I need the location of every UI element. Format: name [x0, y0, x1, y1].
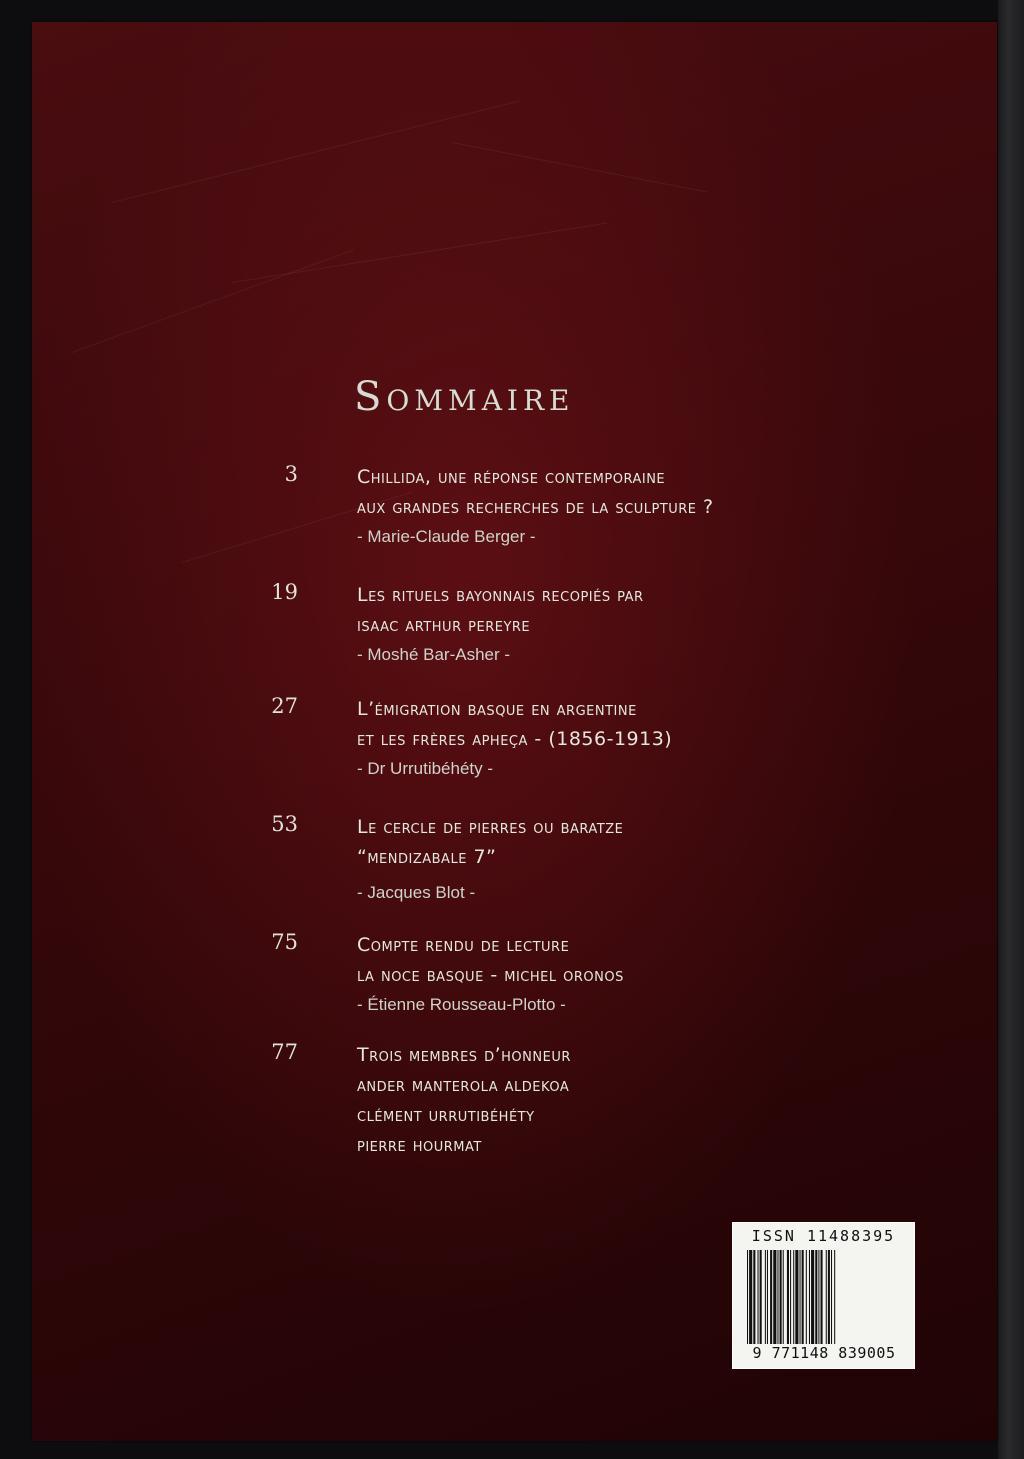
toc-headline: isaac arthur pereyre — [357, 614, 531, 636]
toc-headline: pierre hourmat — [357, 1134, 482, 1156]
barcode-bar — [793, 1250, 794, 1345]
toc-author: - Moshé Bar-Asher - — [357, 645, 511, 664]
barcode-bar — [811, 1250, 814, 1345]
toc-author: - Étienne Rousseau-Plotto - — [357, 995, 566, 1014]
barcode-bar — [834, 1250, 835, 1345]
barcode-bar — [753, 1250, 755, 1345]
toc-headline: Le cercle de pierres ou baratze — [357, 816, 624, 838]
barcode-bar — [831, 1250, 832, 1345]
barcode-bar — [767, 1250, 768, 1345]
barcode-bar — [790, 1250, 791, 1345]
barcode-bar — [828, 1250, 830, 1345]
toc-headline: et les frères apheça - (1856-1913) — [357, 728, 673, 750]
scan-edge-strip — [998, 0, 1024, 1459]
toc-headline: clément urrutibéhéty — [357, 1104, 535, 1126]
toc-page-number: 19 — [271, 580, 298, 604]
toc-author: - Dr Urrutibéhéty - — [357, 759, 494, 778]
ean-number: 9 771148 839005 — [735, 1344, 913, 1362]
barcode-bar — [809, 1250, 810, 1345]
barcode-bar — [787, 1250, 789, 1345]
toc-page-number: 27 — [271, 694, 298, 718]
barcode-bar — [806, 1250, 807, 1345]
barcode-bar — [826, 1250, 827, 1345]
toc-headline: ander manterola aldekoa — [357, 1074, 570, 1096]
barcode-bar — [795, 1250, 798, 1345]
toc-author: - Jacques Blot - — [357, 883, 476, 902]
barcode-bar — [765, 1250, 766, 1345]
barcode-bar — [770, 1250, 772, 1345]
toc-headline: Chillida, une réponse contemporaine — [357, 466, 666, 488]
toc-headline: Les rituels bayonnais recopiés par — [357, 584, 644, 606]
toc-page-number: 3 — [284, 462, 298, 486]
toc-author: - Marie-Claude Berger - — [357, 527, 536, 546]
barcode-bar — [773, 1250, 776, 1345]
back-cover — [32, 22, 997, 1441]
toc-headline: Compte rendu de lecture — [357, 934, 570, 956]
sommaire-title: Sommaire — [354, 374, 575, 420]
barcode-bar — [802, 1250, 804, 1345]
barcode-bar — [800, 1250, 801, 1345]
toc-headline: Trois membres d’honneur — [357, 1044, 571, 1066]
toc-page-number: 75 — [271, 930, 298, 954]
toc-page-number: 53 — [271, 812, 298, 836]
toc-headline: aux grandes recherches de la sculpture ? — [357, 496, 714, 518]
barcode-bar — [760, 1250, 762, 1345]
barcode-bar — [749, 1250, 752, 1345]
barcode-bar — [747, 1250, 748, 1345]
barcode-bar — [783, 1250, 784, 1345]
toc-headline: L’émigration basque en argentine — [357, 698, 637, 720]
barcode-bar — [780, 1250, 782, 1345]
toc-headline: la noce basque - michel oronos — [357, 964, 624, 986]
barcode-bar — [777, 1250, 778, 1345]
barcode-bar — [818, 1250, 819, 1345]
barcode-icon — [747, 1250, 903, 1345]
barcode-bar — [815, 1250, 817, 1345]
toc-headline: “mendizabale 7” — [357, 846, 497, 868]
toc-page-number: 77 — [271, 1040, 298, 1064]
barcode-label — [732, 1222, 915, 1369]
barcode-bar — [821, 1250, 823, 1345]
barcode-bar — [758, 1250, 759, 1345]
issn-number: ISSN 11488395 — [751, 1227, 896, 1245]
